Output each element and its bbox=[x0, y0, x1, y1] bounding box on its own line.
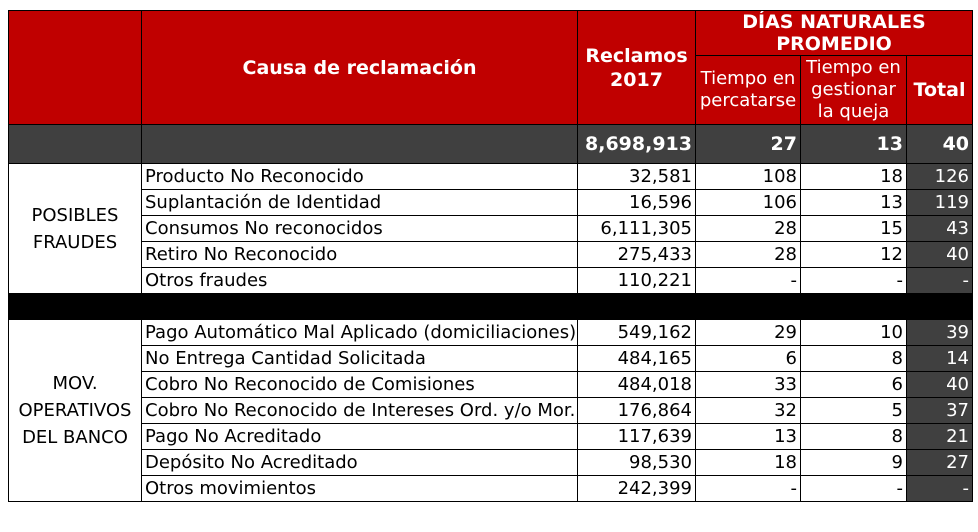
notice-cell: 13 bbox=[696, 424, 801, 450]
cause-cell: Cobro No Reconocido de Intereses Ord. y/o Mor. bbox=[142, 398, 578, 424]
manage-cell: 10 bbox=[801, 320, 907, 346]
notice-cell: 28 bbox=[696, 242, 801, 268]
table-row bbox=[9, 346, 973, 372]
manage-cell: 15 bbox=[801, 216, 907, 242]
claims-cell: 16,596 bbox=[578, 190, 696, 216]
cause-cell: Producto No Reconocido bbox=[142, 164, 578, 190]
table-row bbox=[9, 164, 973, 190]
header-total: Total bbox=[907, 56, 973, 125]
summary-total: 40 bbox=[907, 125, 973, 164]
table-row bbox=[9, 372, 973, 398]
notice-cell: - bbox=[696, 476, 801, 502]
notice-cell: 108 bbox=[696, 164, 801, 190]
notice-cell: - bbox=[696, 268, 801, 294]
manage-cell: 12 bbox=[801, 242, 907, 268]
summary-notice: 27 bbox=[696, 125, 801, 164]
manage-cell: - bbox=[801, 476, 907, 502]
claims-table bbox=[8, 10, 973, 502]
cause-cell: No Entrega Cantidad Solicitada bbox=[142, 346, 578, 372]
total-cell: 119 bbox=[907, 190, 973, 216]
header-category-blank bbox=[9, 11, 142, 125]
total-cell: 43 bbox=[907, 216, 973, 242]
manage-cell: 5 bbox=[801, 398, 907, 424]
summary-manage: 13 bbox=[801, 125, 907, 164]
cause-cell: Suplantación de Identidad bbox=[142, 190, 578, 216]
manage-cell: - bbox=[801, 268, 907, 294]
section-divider-cell bbox=[9, 294, 973, 320]
header-days-group: DÍAS NATURALES PROMEDIO bbox=[696, 11, 973, 56]
manage-cell: 8 bbox=[801, 346, 907, 372]
table-row bbox=[9, 320, 973, 346]
table-row bbox=[9, 268, 973, 294]
claims-cell: 484,165 bbox=[578, 346, 696, 372]
notice-cell: 32 bbox=[696, 398, 801, 424]
notice-cell: 18 bbox=[696, 450, 801, 476]
summary-claims: 8,698,913 bbox=[578, 125, 696, 164]
notice-cell: 6 bbox=[696, 346, 801, 372]
summary-row bbox=[9, 125, 973, 164]
total-cell: 37 bbox=[907, 398, 973, 424]
total-cell: 27 bbox=[907, 450, 973, 476]
notice-cell: 29 bbox=[696, 320, 801, 346]
category-fraud: POSIBLES FRAUDES bbox=[9, 164, 142, 294]
claims-cell: 549,162 bbox=[578, 320, 696, 346]
total-cell: 39 bbox=[907, 320, 973, 346]
header-cause: Causa de reclamación bbox=[142, 11, 578, 125]
claims-cell: 176,864 bbox=[578, 398, 696, 424]
table-row bbox=[9, 476, 973, 502]
manage-cell: 9 bbox=[801, 450, 907, 476]
table-row bbox=[9, 398, 973, 424]
notice-cell: 28 bbox=[696, 216, 801, 242]
claims-cell: 110,221 bbox=[578, 268, 696, 294]
notice-cell: 106 bbox=[696, 190, 801, 216]
claims-cell: 484,018 bbox=[578, 372, 696, 398]
cause-cell: Cobro No Reconocido de Comisiones bbox=[142, 372, 578, 398]
manage-cell: 8 bbox=[801, 424, 907, 450]
total-cell: 14 bbox=[907, 346, 973, 372]
cause-cell: Pago No Acreditado bbox=[142, 424, 578, 450]
total-cell: 40 bbox=[907, 372, 973, 398]
cause-cell: Pago Automático Mal Aplicado (domiciliaciones) bbox=[142, 320, 578, 346]
header-claims: Reclamos 2017 bbox=[578, 11, 696, 125]
manage-cell: 6 bbox=[801, 372, 907, 398]
header-row-1 bbox=[9, 11, 973, 56]
claims-cell: 6,111,305 bbox=[578, 216, 696, 242]
cause-cell: Otros fraudes bbox=[142, 268, 578, 294]
total-cell: - bbox=[907, 476, 973, 502]
manage-cell: 13 bbox=[801, 190, 907, 216]
manage-cell: 18 bbox=[801, 164, 907, 190]
category-operations: MOV. OPERATIVOS DEL BANCO bbox=[9, 320, 142, 502]
total-cell: 40 bbox=[907, 242, 973, 268]
notice-cell: 33 bbox=[696, 372, 801, 398]
table-row bbox=[9, 242, 973, 268]
table-row bbox=[9, 190, 973, 216]
summary-blank-1 bbox=[9, 125, 142, 164]
claims-cell: 32,581 bbox=[578, 164, 696, 190]
table-row bbox=[9, 216, 973, 242]
total-cell: 126 bbox=[907, 164, 973, 190]
cause-cell: Retiro No Reconocido bbox=[142, 242, 578, 268]
total-cell: 21 bbox=[907, 424, 973, 450]
summary-blank-2 bbox=[142, 125, 578, 164]
cause-cell: Otros movimientos bbox=[142, 476, 578, 502]
claims-cell: 98,530 bbox=[578, 450, 696, 476]
claims-cell: 117,639 bbox=[578, 424, 696, 450]
total-cell: - bbox=[907, 268, 973, 294]
cause-cell: Depósito No Acreditado bbox=[142, 450, 578, 476]
table-row bbox=[9, 424, 973, 450]
cause-cell: Consumos No reconocidos bbox=[142, 216, 578, 242]
section-divider bbox=[9, 294, 973, 320]
header-manage-time: Tiempo en gestionar la queja bbox=[801, 56, 907, 125]
table-row bbox=[9, 450, 973, 476]
claims-cell: 275,433 bbox=[578, 242, 696, 268]
claims-cell: 242,399 bbox=[578, 476, 696, 502]
header-notice-time: Tiempo en percatarse bbox=[696, 56, 801, 125]
